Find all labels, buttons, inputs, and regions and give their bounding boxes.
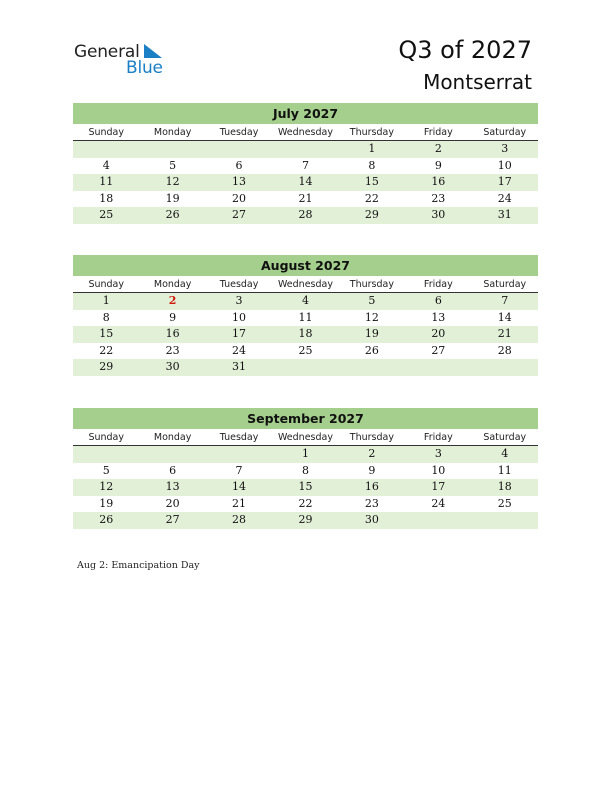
day-cell: 13: [165, 480, 180, 494]
day-cell: 27: [165, 513, 180, 527]
day-cell: 29: [99, 360, 114, 374]
day-cell: 20: [232, 191, 247, 205]
week-row: [73, 207, 538, 224]
day-cell: 9: [434, 158, 442, 172]
day-cell: 18: [497, 480, 512, 494]
day-cell: 29: [364, 208, 379, 222]
day-cell: 1: [368, 142, 376, 155]
day-cell: 9: [368, 463, 376, 477]
day-cell: 21: [232, 496, 247, 510]
day-cell: 30: [165, 360, 180, 374]
day-cell: [272, 141, 338, 158]
week-row: [73, 479, 538, 496]
day-cell: 10: [431, 463, 446, 477]
weekday-label: Saturday: [483, 127, 527, 138]
weekday-label: Friday: [423, 432, 453, 443]
weekday-label: Thursday: [349, 432, 394, 443]
day-cell: 7: [501, 294, 509, 307]
day-cell: [73, 446, 139, 463]
holiday-note: Aug 2: Emancipation Day: [77, 560, 200, 571]
day-cell: 5: [169, 158, 177, 172]
day-cell: 10: [497, 158, 512, 172]
week-row: [73, 512, 538, 529]
logo-general-text: General: [74, 42, 140, 62]
day-cell: 30: [431, 208, 446, 222]
day-cell: 24: [431, 496, 446, 510]
day-cell: [139, 141, 205, 158]
month-header: September 2027: [73, 408, 538, 429]
day-cell: 8: [102, 310, 110, 324]
day-cell: [405, 512, 471, 529]
day-cell: [139, 446, 205, 463]
day-cell: 26: [364, 343, 379, 357]
weekday-header-row: [73, 429, 538, 446]
weekday-label: Sunday: [88, 432, 124, 443]
day-cell: 7: [301, 158, 309, 172]
week-row: [73, 191, 538, 208]
day-cell: 8: [368, 158, 376, 172]
day-cell: 23: [165, 343, 180, 357]
day-cell: 28: [232, 513, 247, 527]
weeks-container: [73, 293, 538, 376]
day-cell: 13: [232, 175, 247, 189]
weekday-label: Friday: [423, 279, 453, 290]
generalblue-logo: [74, 42, 174, 82]
day-cell: 4: [301, 294, 309, 307]
day-cell: 9: [169, 310, 177, 324]
day-cell: 6: [434, 294, 442, 307]
day-cell: [73, 141, 139, 158]
day-cell: 22: [364, 191, 379, 205]
day-cell: 19: [165, 191, 180, 205]
month-calendar-july: [73, 103, 538, 224]
day-cell: 4: [102, 158, 110, 172]
day-cell: 14: [232, 480, 247, 494]
day-cell: 21: [497, 327, 512, 341]
day-cell: [272, 359, 338, 376]
weekday-label: Saturday: [483, 432, 527, 443]
day-cell: 22: [298, 496, 313, 510]
day-cell: 3: [501, 142, 509, 155]
day-cell: 6: [169, 463, 177, 477]
day-cell: 26: [99, 513, 114, 527]
week-row: [73, 343, 538, 360]
day-cell: 13: [431, 310, 446, 324]
day-cell: 23: [364, 496, 379, 510]
logo-blue-text: Blue: [126, 58, 163, 78]
page-title: Q3 of 2027: [398, 36, 532, 64]
day-cell: 18: [99, 191, 114, 205]
month-calendar-september: [73, 408, 538, 529]
day-cell: 4: [501, 447, 509, 460]
weekday-label: Thursday: [349, 279, 394, 290]
day-cell: 21: [298, 191, 313, 205]
day-cell: 26: [165, 208, 180, 222]
day-cell: 17: [431, 480, 446, 494]
weekday-label: Saturday: [483, 279, 527, 290]
weekday-label: Wednesday: [277, 432, 333, 443]
day-cell: 12: [364, 310, 379, 324]
weeks-container: [73, 141, 538, 224]
day-cell: 28: [298, 208, 313, 222]
day-cell: [472, 512, 538, 529]
day-cell: 20: [165, 496, 180, 510]
day-cell: 27: [431, 343, 446, 357]
week-row: [73, 359, 538, 376]
day-cell: 18: [298, 327, 313, 341]
day-cell: 2: [368, 447, 376, 460]
week-row: [73, 496, 538, 513]
weekday-label: Monday: [153, 432, 192, 443]
day-cell: 19: [99, 496, 114, 510]
day-cell: 8: [301, 463, 309, 477]
day-cell: 30: [364, 513, 379, 527]
day-cell: [405, 359, 471, 376]
day-cell: 3: [235, 294, 243, 307]
day-cell: 25: [298, 343, 313, 357]
day-cell: 23: [431, 191, 446, 205]
day-cell: 24: [232, 343, 247, 357]
week-row: [73, 446, 538, 463]
weekday-label: Tuesday: [219, 127, 259, 138]
day-cell: 7: [235, 463, 243, 477]
week-row: [73, 326, 538, 343]
week-row: [73, 174, 538, 191]
weekday-label: Wednesday: [277, 127, 333, 138]
day-cell: 3: [434, 447, 442, 460]
weekday-label: Monday: [153, 127, 192, 138]
month-calendar-august: [73, 255, 538, 376]
day-cell: [339, 359, 405, 376]
weekday-header-row: [73, 124, 538, 141]
day-cell: 17: [497, 175, 512, 189]
country-subtitle: Montserrat: [423, 70, 532, 94]
day-cell: 28: [497, 343, 512, 357]
day-cell: 17: [232, 327, 247, 341]
day-cell: 14: [497, 310, 512, 324]
day-cell: 10: [232, 310, 247, 324]
day-cell: 31: [232, 360, 247, 374]
month-header: July 2027: [73, 103, 538, 124]
day-cell: 2: [434, 142, 442, 155]
day-cell: 5: [368, 294, 376, 307]
day-cell: 1: [301, 447, 309, 460]
day-cell: [472, 359, 538, 376]
day-cell: 25: [99, 208, 114, 222]
weekday-label: Sunday: [88, 279, 124, 290]
weekday-label: Wednesday: [277, 279, 333, 290]
day-cell: 11: [99, 175, 114, 189]
month-header: August 2027: [73, 255, 538, 276]
day-cell: 14: [298, 175, 313, 189]
day-cell: 15: [298, 480, 313, 494]
weekday-header-row: [73, 276, 538, 293]
day-cell: 12: [99, 480, 114, 494]
day-cell: 20: [431, 327, 446, 341]
day-cell: 1: [102, 294, 110, 307]
weekday-label: Tuesday: [219, 279, 259, 290]
week-row: [73, 463, 538, 480]
day-cell: 5: [102, 463, 110, 477]
day-cell: 16: [431, 175, 446, 189]
week-row: [73, 158, 538, 175]
day-cell: 16: [165, 327, 180, 341]
week-row: [73, 293, 538, 310]
day-cell: 15: [364, 175, 379, 189]
day-cell: [206, 446, 272, 463]
day-cell: 11: [298, 310, 313, 324]
day-cell: 27: [232, 208, 247, 222]
day-cell: [206, 141, 272, 158]
day-cell: 6: [235, 158, 243, 172]
weekday-label: Monday: [153, 279, 192, 290]
weekday-label: Thursday: [349, 127, 394, 138]
week-row: [73, 141, 538, 158]
day-cell: 24: [497, 191, 512, 205]
day-cell: 15: [99, 327, 114, 341]
day-cell: 22: [99, 343, 114, 357]
day-cell: 29: [298, 513, 313, 527]
weekday-label: Friday: [423, 127, 453, 138]
day-cell: 16: [364, 480, 379, 494]
day-cell: 11: [497, 463, 512, 477]
holiday-day-cell: 2: [168, 294, 177, 307]
week-row: [73, 310, 538, 327]
weekday-label: Sunday: [88, 127, 124, 138]
weekday-label: Tuesday: [219, 432, 259, 443]
weeks-container: [73, 446, 538, 529]
day-cell: 25: [497, 496, 512, 510]
day-cell: 12: [165, 175, 180, 189]
day-cell: 19: [364, 327, 379, 341]
day-cell: 31: [497, 208, 512, 222]
